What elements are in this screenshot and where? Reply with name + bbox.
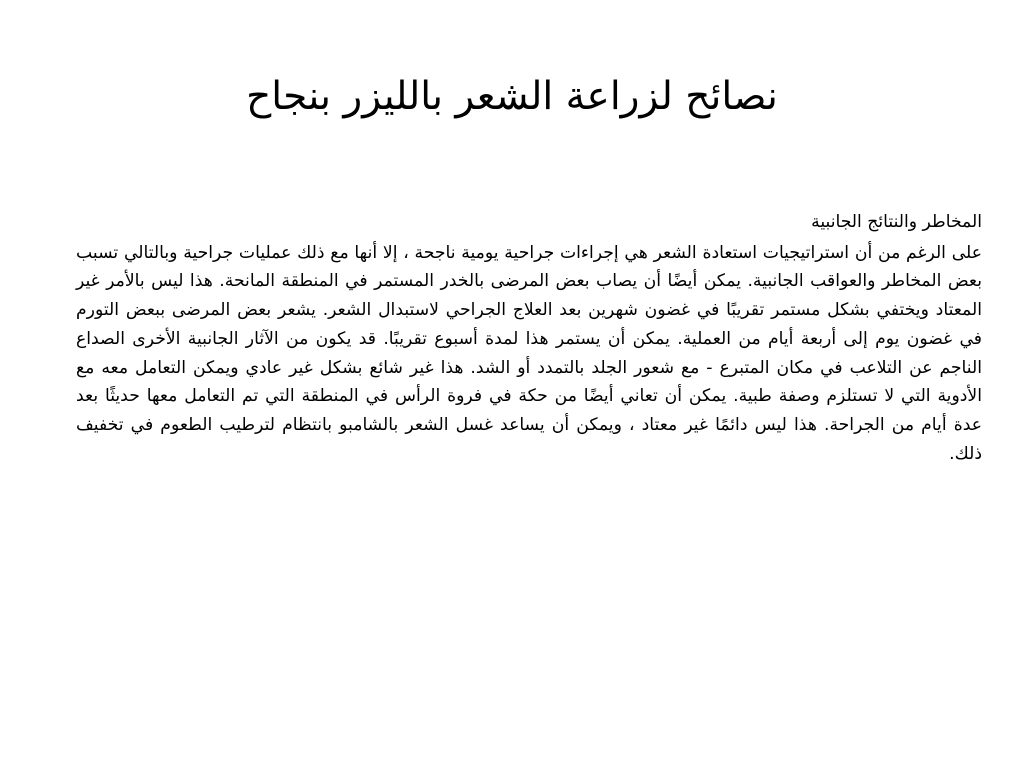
slide-body <box>76 208 982 468</box>
slide-title: نصائح لزراعة الشعر بالليزر بنجاح <box>246 74 778 119</box>
body-paragraph: على الرغم من أن استراتيجيات استعادة الشعر هي إجراءات جراحية يومية ناجحة ، إلا أنها مع ذلك عمليات جراحية وبالتالي تسبب بعض المخاطر والعواقب الجانبية. يمكن أيضًا أن يصاب بعض المرضى بالخدر المستمر في المنطقة المانحة. هذا ليس بالأمر غير المعتاد ويختفي بشكل مستمر تقريبًا في غضون شهرين بعد العلاج الجراحي لاستبدال الشعر. يشعر بعض المرضى ببعض التورم في غضون يوم إلى أربعة أيام من العملية. يمكن أن يستمر هذا لمدة أسبوع تقريبًا. قد يكون من الآثار الجانبية الأخرى الصداع الناجم عن التلاعب في مكان المتبرع - مع شعور الجلد بالتمدد أو الشد. هذا غير شائع بشكل غير عادي ويمكن التعامل معه مع الأدوية التي لا تستلزم وصفة طبية. يمكن أن تعاني أيضًا من حكة في فروة الرأس في المنطقة التي تم التعامل معها حديثًا بعد عدة أيام من الجراحة. هذا ليس دائمًا غير معتاد ، ويمكن أن يساعد غسل الشعر بالشامبو بانتظام لترطيب الطعوم في تخفيف ذلك. <box>76 242 982 464</box>
section-heading: المخاطر والنتائج الجانبية <box>811 212 982 232</box>
